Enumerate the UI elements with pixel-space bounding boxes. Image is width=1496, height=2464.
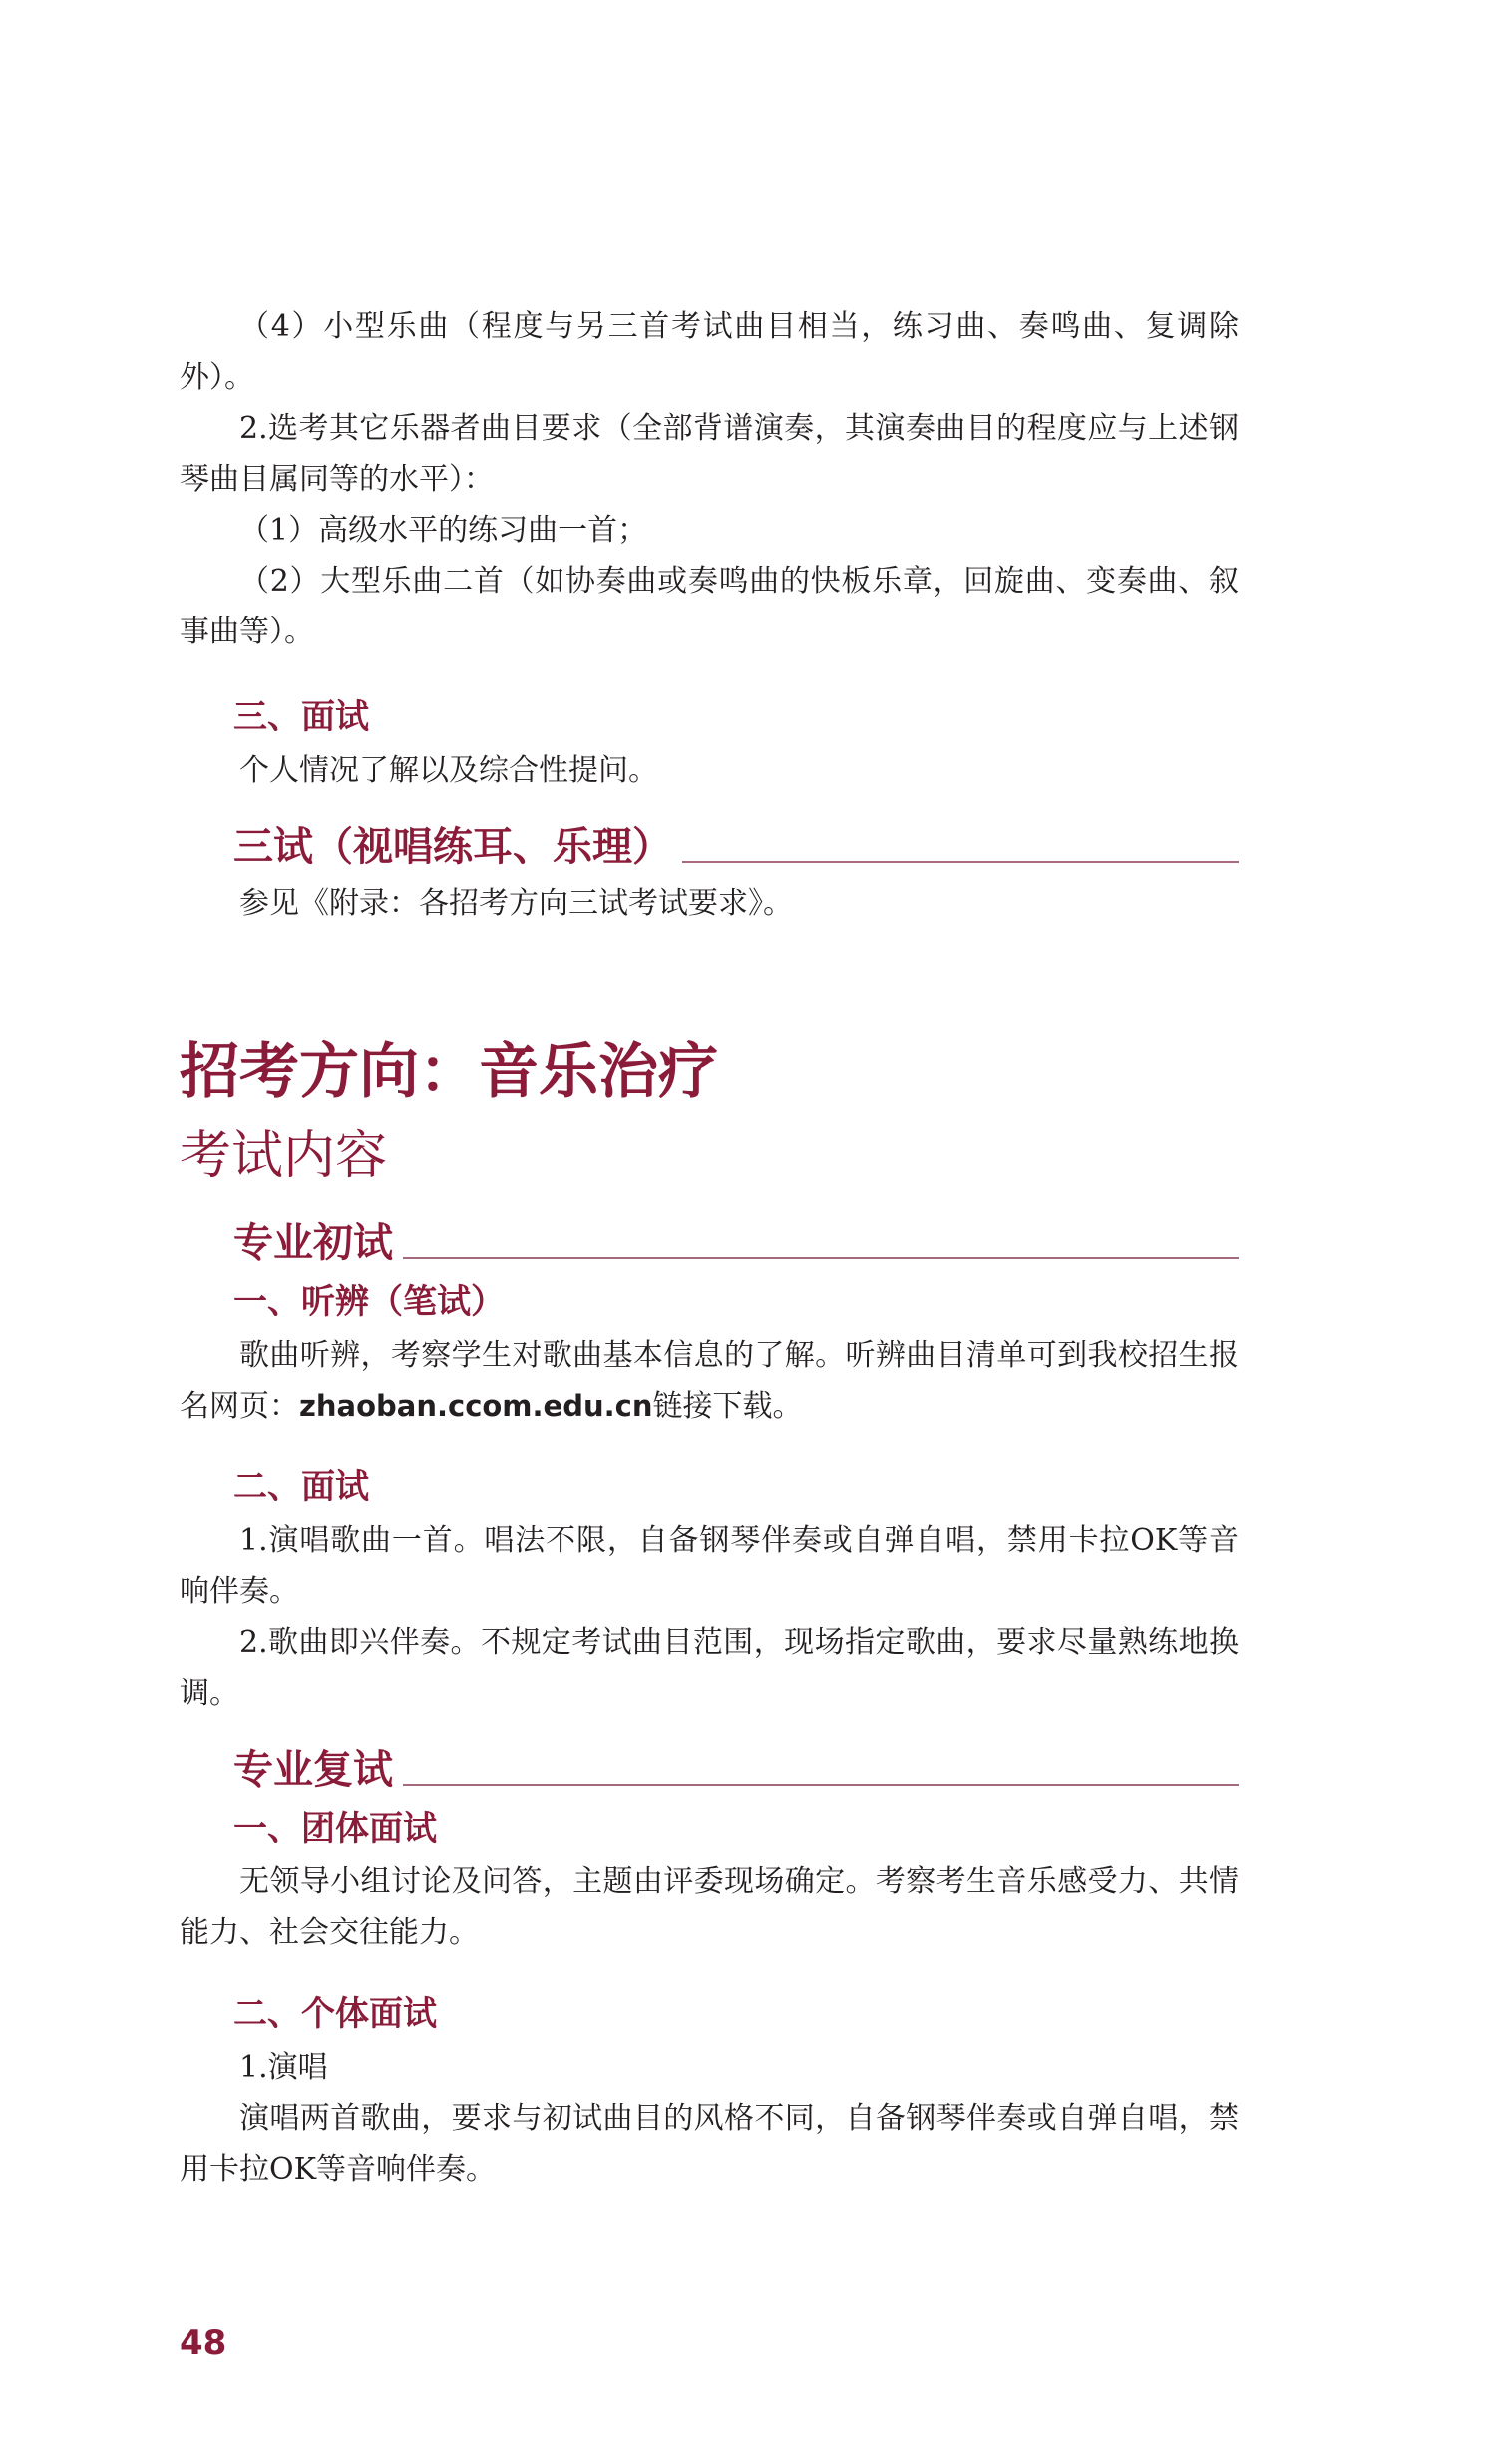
- heading-rule: [403, 1257, 1239, 1259]
- listening-text: 歌曲听辨，考察学生对歌曲基本信息的了解。听辨曲目清单可到我校招生报名网页：: [180, 1338, 1239, 1424]
- page-content: [180, 301, 1239, 2195]
- heading-rule: [682, 861, 1239, 863]
- heading-listening: 一、听辨（笔试）: [233, 1282, 505, 1322]
- paragraph-group-interview: 无领导小组讨论及问答，主题由评委现场确定。考察考生音乐感受力、共情能力、社会交往能力。: [180, 1864, 1239, 1950]
- paragraph-singing: 1.演唱歌曲一首。唱法不限，自备钢琴伴奏或自弹自唱，禁用卡拉OK等音响伴奏。: [180, 1523, 1239, 1609]
- paragraph-singing-label: 1.演唱: [239, 2050, 328, 2085]
- heading-third-exam-label: 三试（视唱练耳、乐理）: [233, 824, 672, 870]
- paragraph-accompaniment: 2.歌曲即兴伴奏。不规定考试曲目范围，现场指定歌曲，要求尽量熟练地换调。: [180, 1625, 1239, 1711]
- page-number: 48: [180, 2323, 227, 2363]
- heading-prelim-label: 专业初试: [233, 1220, 393, 1266]
- section-subtitle: 考试内容: [180, 1126, 388, 1186]
- heading-third-exam: [233, 816, 1239, 878]
- heading-retest: [233, 1739, 1239, 1801]
- page-title: 招考方向：音乐治疗: [180, 1037, 718, 1107]
- listening-text-end: 链接下载。: [652, 1389, 803, 1424]
- paragraph-other-instruments: 2.选考其它乐器者曲目要求（全部背谱演奏，其演奏曲目的程度应与上述钢琴曲目属同等的水平）：: [180, 411, 1239, 497]
- heading-group-interview: 一、团体面试: [233, 1809, 437, 1848]
- paragraph-interview: 个人情况了解以及综合性提问。: [239, 753, 658, 788]
- paragraph-small-piece: （4）小型乐曲（程度与另三首考试曲目相当，练习曲、奏鸣曲、复调除外）。: [180, 309, 1239, 395]
- heading-prelim: [233, 1212, 1239, 1274]
- paragraph-large-pieces: （2）大型乐曲二首（如协奏曲或奏鸣曲的快板乐章，回旋曲、变奏曲、叙事曲等）。: [180, 564, 1239, 649]
- heading-prelim-interview: 二、面试: [233, 1467, 369, 1507]
- enrollment-url: zhaoban.ccom.edu.cn: [299, 1389, 653, 1423]
- heading-interview: 三、面试: [233, 697, 369, 737]
- paragraph-third-exam: 参见《附录：各招考方向三试考试要求》。: [239, 886, 793, 921]
- paragraph-listening: [180, 1330, 1239, 1432]
- paragraph-etude: （1）高级水平的练习曲一首；: [239, 513, 648, 548]
- heading-individual-interview: 二、个体面试: [233, 1994, 437, 2034]
- paragraph-singing-requirement: 演唱两首歌曲，要求与初试曲目的风格不同，自备钢琴伴奏或自弹自唱，禁用卡拉OK等音响伴奏。: [180, 2101, 1239, 2187]
- heading-rule: [403, 1784, 1239, 1786]
- heading-retest-label: 专业复试: [233, 1747, 393, 1793]
